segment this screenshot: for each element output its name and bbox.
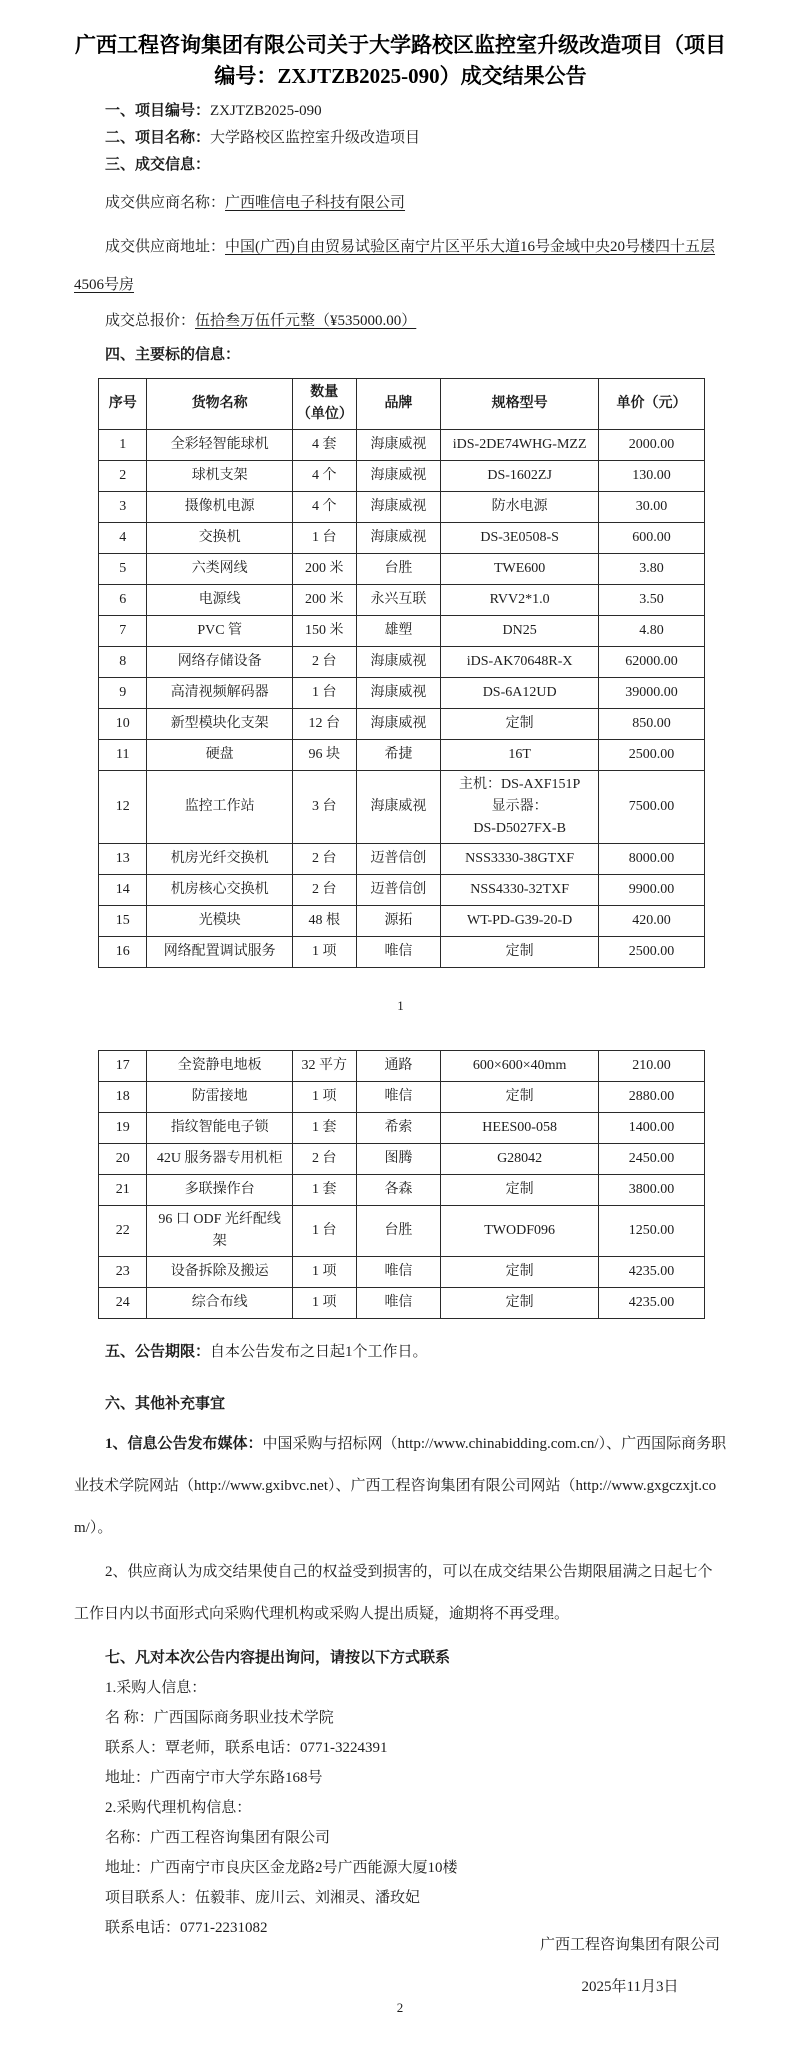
table-row (99, 461, 705, 492)
table-cell: 9900.00 (598, 875, 704, 906)
table-cell: 交换机 (147, 523, 292, 554)
table-cell: 17 (99, 1051, 147, 1082)
table-row (99, 1206, 705, 1257)
table-cell: 唯信 (356, 1288, 441, 1319)
agency-phone: 联系电话：0771-2231082 (105, 1920, 268, 1936)
table-cell: 防水电源 (441, 492, 599, 523)
table-cell: 海康威视 (356, 430, 441, 461)
table-row (99, 1113, 705, 1144)
table-cell: 39000.00 (598, 678, 704, 709)
table-cell: HEES00-058 (441, 1113, 599, 1144)
table-cell: 600×600×40mm (441, 1051, 599, 1082)
table-cell: 210.00 (598, 1051, 704, 1082)
table-row (99, 709, 705, 740)
table-cell: 机房光纤交换机 (147, 844, 292, 875)
purchaser-section-label: 1.采购人信息： (105, 1680, 207, 1696)
table-cell: 3800.00 (598, 1175, 704, 1206)
table-cell: 24 (99, 1288, 147, 1319)
table-row (99, 492, 705, 523)
project-name-label: 二、项目名称： (105, 130, 211, 146)
table-cell: 迈普信创 (356, 875, 441, 906)
table-cell: 雄塑 (356, 616, 441, 647)
table-cell: 4 套 (292, 430, 356, 461)
table-cell: 电源线 (147, 585, 292, 616)
total-price-label: 成交总报价： (105, 313, 196, 329)
table-cell: 12 (99, 771, 147, 844)
table-cell: 48 根 (292, 906, 356, 937)
table-cell: 200 米 (292, 585, 356, 616)
table-cell: 2 台 (292, 1144, 356, 1175)
table-cell: 2880.00 (598, 1082, 704, 1113)
table-cell: 海康威视 (356, 771, 441, 844)
table-cell: 机房核心交换机 (147, 875, 292, 906)
table-header-cell: 数量 （单位） (292, 379, 356, 430)
table-row (99, 875, 705, 906)
table-cell: 摄像机电源 (147, 492, 292, 523)
table-cell: 2500.00 (598, 740, 704, 771)
table-cell: 15 (99, 906, 147, 937)
table-cell: 150 米 (292, 616, 356, 647)
table-cell: 23 (99, 1257, 147, 1288)
purchaser-contact: 联系人：覃老师，联系电话：0771-3224391 (105, 1740, 388, 1756)
table-cell: DS-6A12UD (441, 678, 599, 709)
table-cell: 台胜 (356, 1206, 441, 1257)
other-matters-heading: 六、其他补充事宜 (105, 1396, 226, 1412)
notice-period-label: 五、公告期限： (105, 1344, 211, 1360)
table-cell: 22 (99, 1206, 147, 1257)
agency-contacts: 项目联系人：伍毅菲、庞川云、刘湘灵、潘玫妃 (105, 1890, 421, 1906)
media-paragraph (74, 1423, 727, 1549)
table-row (99, 740, 705, 771)
agency-address: 地址：广西南宁市良庆区金龙路2号广西能源大厦10楼 (105, 1860, 458, 1876)
table-row (99, 1288, 705, 1319)
purchaser-address: 地址：广西南宁市大学东路168号 (105, 1770, 323, 1786)
table-cell: 5 (99, 554, 147, 585)
total-price-value: 伍拾叁万伍仟元整（¥535000.00） (195, 313, 417, 329)
table-cell: 11 (99, 740, 147, 771)
notice-period-value: 自本公告发布之日起1个工作日。 (210, 1344, 428, 1360)
table-cell: 防雷接地 (147, 1082, 292, 1113)
project-name-value: 大学路校区监控室升级改造项目 (210, 130, 421, 146)
table-cell: 96 口 ODF 光纤配线架 (147, 1206, 292, 1257)
table-cell: 4 个 (292, 492, 356, 523)
table-row (99, 937, 705, 968)
goods-table-header (99, 379, 705, 430)
table-cell: 1250.00 (598, 1206, 704, 1257)
table-row (99, 585, 705, 616)
table-cell: 2500.00 (598, 937, 704, 968)
table-cell: 球机支架 (147, 461, 292, 492)
table-cell: 监控工作站 (147, 771, 292, 844)
table-cell: 主机：DS-AXF151P 显示器： DS-D5027FX-B (441, 771, 599, 844)
table-cell: 台胜 (356, 554, 441, 585)
table-cell: 1 台 (292, 523, 356, 554)
media-label: 1、信息公告发布媒体： (105, 1436, 263, 1452)
project-number-line (74, 98, 727, 124)
table-cell: 32 平方 (292, 1051, 356, 1082)
table-row (99, 771, 705, 844)
table-cell: 定制 (441, 709, 599, 740)
table-row (99, 906, 705, 937)
goods-table-body (99, 430, 705, 968)
table-cell: 1 项 (292, 1257, 356, 1288)
table-cell: 综合布线 (147, 1288, 292, 1319)
table-cell: 1 项 (292, 1288, 356, 1319)
supplier-address-line (74, 228, 727, 304)
table-cell: 4 (99, 523, 147, 554)
table-cell: 1400.00 (598, 1113, 704, 1144)
goods-table-body-2 (99, 1051, 705, 1319)
table-cell: G28042 (441, 1144, 599, 1175)
table-cell: 六类网线 (147, 554, 292, 585)
table-cell: 设备拆除及搬运 (147, 1257, 292, 1288)
supplier-name-line (74, 190, 727, 216)
table-cell: 2 台 (292, 647, 356, 678)
table-row (99, 1175, 705, 1206)
table-cell: DN25 (441, 616, 599, 647)
table-cell: 海康威视 (356, 678, 441, 709)
table-row (99, 554, 705, 585)
table-header-cell: 品牌 (356, 379, 441, 430)
table-cell: 20 (99, 1144, 147, 1175)
table-cell: 高清视频解码器 (147, 678, 292, 709)
table-cell: 62000.00 (598, 647, 704, 678)
table-cell: 新型模块化支架 (147, 709, 292, 740)
table-cell: WT-PD-G39-20-D (441, 906, 599, 937)
table-cell: 图腾 (356, 1144, 441, 1175)
table-cell: 唯信 (356, 1257, 441, 1288)
table-cell: 硬盘 (147, 740, 292, 771)
table-cell: 网络配置调试服务 (147, 937, 292, 968)
table-cell: 8 (99, 647, 147, 678)
table-cell: 18 (99, 1082, 147, 1113)
page-title: 广西工程咨询集团有限公司关于大学路校区监控室升级改造项目（项目编号：ZXJTZB2025-090）成交结果公告 (75, 33, 726, 88)
project-number-value: ZXJTZB2025-090 (210, 103, 322, 119)
table-cell: 4 个 (292, 461, 356, 492)
table-cell: 7 (99, 616, 147, 647)
table-cell: 永兴互联 (356, 585, 441, 616)
table-row (99, 430, 705, 461)
table-cell: 2 台 (292, 875, 356, 906)
table-cell: 2000.00 (598, 430, 704, 461)
table-cell: 1 (99, 430, 147, 461)
table-cell: 定制 (441, 1175, 599, 1206)
project-name-line (74, 125, 727, 151)
table-cell: 定制 (441, 1288, 599, 1319)
table-cell: 定制 (441, 1257, 599, 1288)
supplier-address-value: 中国(广西)自由贸易试验区南宁片区平乐大道16号金域中央20号楼四十五层4506号房 (74, 239, 716, 293)
supplier-address-label: 成交供应商地址： (105, 239, 226, 255)
table-cell: 全彩轻智能球机 (147, 430, 292, 461)
table-cell: 8000.00 (598, 844, 704, 875)
table-cell: 全瓷静电地板 (147, 1051, 292, 1082)
table-cell: 网络存储设备 (147, 647, 292, 678)
table-cell: NSS4330-32TXF (441, 875, 599, 906)
table-cell: 12 台 (292, 709, 356, 740)
table-cell: 600.00 (598, 523, 704, 554)
table-cell: TWODF096 (441, 1206, 599, 1257)
page-number-2: 2 (396, 2000, 404, 2015)
table-header-cell: 规格型号 (441, 379, 599, 430)
table-cell: 4235.00 (598, 1288, 704, 1319)
table-cell: 海康威视 (356, 709, 441, 740)
table-cell: iDS-2DE74WHG-MZZ (441, 430, 599, 461)
table-cell: 唯信 (356, 1082, 441, 1113)
table-cell: 海康威视 (356, 523, 441, 554)
page-number-1: 1 (397, 998, 404, 1013)
table-cell: 唯信 (356, 937, 441, 968)
agency-section-label: 2.采购代理机构信息： (105, 1800, 252, 1816)
table-cell: 源拓 (356, 906, 441, 937)
table-cell: 希索 (356, 1113, 441, 1144)
table-header-cell: 货物名称 (147, 379, 292, 430)
table-cell: 海康威视 (356, 461, 441, 492)
table-cell: 迈普信创 (356, 844, 441, 875)
table-cell: 1 项 (292, 937, 356, 968)
total-price-line (74, 308, 727, 334)
signature-org: 广西工程咨询集团有限公司 (539, 1937, 720, 1953)
table-cell: NSS3330-38GTXF (441, 844, 599, 875)
table-cell: 96 块 (292, 740, 356, 771)
table-cell: 200 米 (292, 554, 356, 585)
table-header-cell: 单价（元） (598, 379, 704, 430)
table-cell: DS-1602ZJ (441, 461, 599, 492)
table-cell: RVV2*1.0 (441, 585, 599, 616)
table-cell: 4235.00 (598, 1257, 704, 1288)
table-cell: PVC 管 (147, 616, 292, 647)
table-cell: DS-3E0508-S (441, 523, 599, 554)
table-cell: 16T (441, 740, 599, 771)
purchaser-name: 名 称：广西国际商务职业技术学院 (105, 1710, 334, 1726)
table-cell: 各森 (356, 1175, 441, 1206)
table-cell: 希捷 (356, 740, 441, 771)
objection-paragraph: 2、供应商认为成交结果使自己的权益受到损害的，可以在成交结果公告期限届满之日起七个工作日内以书面形式向采购代理机构或采购人提出质疑，逾期将不再受理。 (74, 1564, 713, 1622)
table-cell: 10 (99, 709, 147, 740)
media-value: 中国采购与招标网（http://www.chinabidding.com.cn/）、广西国际商务职业技术学院网站（http://www.gxibvc.net）、广西工程咨询集团有限公司网站（http://www.gxgczxjt.com/）。 (74, 1436, 727, 1536)
table-cell: 16 (99, 937, 147, 968)
table-row (99, 616, 705, 647)
table-cell: 3 台 (292, 771, 356, 844)
agency-name: 名称：广西工程咨询集团有限公司 (105, 1830, 331, 1846)
main-subject-heading: 四、主要标的信息： (105, 347, 241, 363)
table-cell: 1 台 (292, 678, 356, 709)
table-cell: 1 套 (292, 1113, 356, 1144)
table-cell: 2 台 (292, 844, 356, 875)
table-cell: 21 (99, 1175, 147, 1206)
notice-period-line (74, 1339, 727, 1365)
table-cell: 4.80 (598, 616, 704, 647)
supplier-name-value: 广西唯信电子科技有限公司 (225, 195, 406, 211)
table-cell: 1 项 (292, 1082, 356, 1113)
table-cell: 9 (99, 678, 147, 709)
table-cell: 42U 服务器专用机柜 (147, 1144, 292, 1175)
table-cell: 海康威视 (356, 492, 441, 523)
table-cell: 定制 (441, 1082, 599, 1113)
table-cell: 3 (99, 492, 147, 523)
table-header-cell: 序号 (99, 379, 147, 430)
signature-date: 2025年11月3日 (581, 1979, 679, 1995)
table-cell: 定制 (441, 937, 599, 968)
table-cell: 多联操作台 (147, 1175, 292, 1206)
deal-info-heading: 三、成交信息： (105, 157, 211, 173)
table-cell: 2 (99, 461, 147, 492)
table-row (99, 678, 705, 709)
signature-block (540, 1932, 720, 2000)
table-row (99, 523, 705, 554)
table-cell: 14 (99, 875, 147, 906)
table-cell: TWE600 (441, 554, 599, 585)
table-row (99, 1144, 705, 1175)
goods-table-page1 (98, 378, 705, 968)
table-cell: 130.00 (598, 461, 704, 492)
project-number-label: 一、项目编号： (105, 103, 211, 119)
table-row (99, 1051, 705, 1082)
table-cell: 2450.00 (598, 1144, 704, 1175)
table-cell: iDS-AK70648R-X (441, 647, 599, 678)
goods-table-page2 (98, 1050, 705, 1319)
table-cell: 1 套 (292, 1175, 356, 1206)
table-cell: 光模块 (147, 906, 292, 937)
table-row (99, 1082, 705, 1113)
table-row (99, 647, 705, 678)
table-cell: 420.00 (598, 906, 704, 937)
table-cell: 19 (99, 1113, 147, 1144)
table-cell: 7500.00 (598, 771, 704, 844)
supplier-name-label: 成交供应商名称： (105, 195, 226, 211)
table-cell: 指纹智能电子锁 (147, 1113, 292, 1144)
table-cell: 海康威视 (356, 647, 441, 678)
table-cell: 通路 (356, 1051, 441, 1082)
table-header-row (99, 379, 705, 430)
table-row (99, 1257, 705, 1288)
table-cell: 30.00 (598, 492, 704, 523)
table-cell: 6 (99, 585, 147, 616)
table-row (99, 844, 705, 875)
table-cell: 850.00 (598, 709, 704, 740)
table-cell: 3.50 (598, 585, 704, 616)
contact-heading: 七、凡对本次公告内容提出询问，请按以下方式联系 (105, 1650, 451, 1666)
table-cell: 3.80 (598, 554, 704, 585)
table-cell: 1 台 (292, 1206, 356, 1257)
table-cell: 13 (99, 844, 147, 875)
